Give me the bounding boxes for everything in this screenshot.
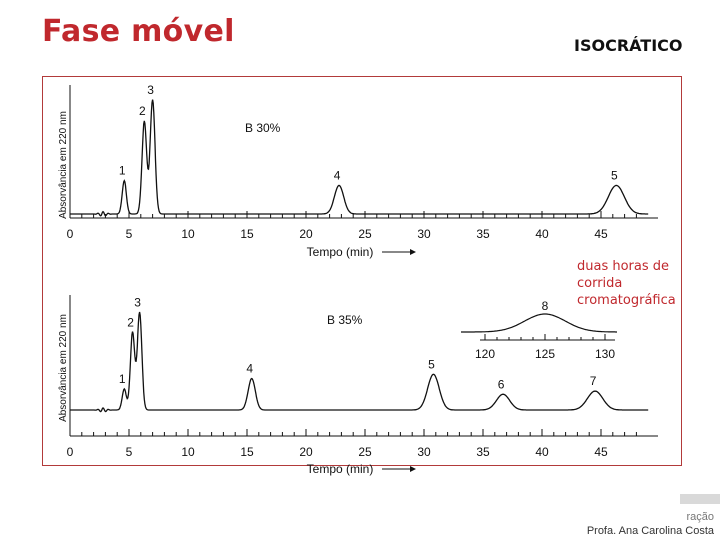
x-tick-label: 25 xyxy=(358,227,372,241)
inset-tick-label: 130 xyxy=(594,347,616,361)
slide-subtitle: ISOCRÁTICO xyxy=(574,36,683,55)
y-axis-label: Absorvância em 220 nm xyxy=(58,314,69,422)
x-tick-label: 10 xyxy=(181,227,195,241)
peak-label-2: 2 xyxy=(127,315,134,330)
peak-label-7: 7 xyxy=(589,374,597,389)
x-tick-label: 10 xyxy=(181,445,195,459)
chromatogram-trace-1 xyxy=(70,100,648,216)
x-axis-arrowhead xyxy=(410,249,416,255)
peak-label-5: 5 xyxy=(428,357,435,372)
mobile-phase-annotation: B 30% xyxy=(245,121,281,135)
peak-label-3: 3 xyxy=(147,82,154,97)
mobile-phase-annotation: B 35% xyxy=(327,313,363,327)
peak-label-5: 5 xyxy=(610,168,618,183)
inset-tick-label: 120 xyxy=(474,347,496,361)
peak-label-1: 1 xyxy=(118,372,126,386)
x-tick-label: 5 xyxy=(125,445,133,459)
footer-decoration xyxy=(680,494,720,504)
footer-course: ração xyxy=(686,511,714,523)
x-tick-label: 35 xyxy=(476,445,490,459)
x-tick-label: 20 xyxy=(299,445,313,459)
x-tick-label: 15 xyxy=(240,445,254,459)
x-axis-label: Tempo (min) xyxy=(306,245,374,259)
slide-title: Fase móvel xyxy=(42,14,235,49)
peak-label-4: 4 xyxy=(246,361,254,376)
x-tick-label: 45 xyxy=(594,227,608,241)
x-axis-arrowhead xyxy=(410,466,416,472)
inset-trace xyxy=(461,314,617,332)
x-tick-label: 0 xyxy=(66,227,74,241)
inset-tick-label: 125 xyxy=(534,347,556,361)
y-axis-label: Absorvância em 220 nm xyxy=(58,111,69,219)
peak-label-4: 4 xyxy=(333,168,341,183)
x-tick-label: 15 xyxy=(240,227,254,241)
peak-label-1: 1 xyxy=(118,163,126,178)
x-tick-label: 30 xyxy=(417,227,431,241)
x-tick-label: 40 xyxy=(535,445,549,459)
x-axis-label: Tempo (min) xyxy=(306,462,374,476)
x-tick-label: 0 xyxy=(66,445,74,459)
peak-label-3: 3 xyxy=(134,295,141,310)
x-tick-label: 5 xyxy=(125,227,133,241)
peak-label-8: 8 xyxy=(541,299,549,313)
footer-author: Profa. Ana Carolina Costa xyxy=(586,525,714,537)
peak-label-2: 2 xyxy=(138,104,146,119)
x-tick-label: 30 xyxy=(417,445,431,459)
annotation-note: duas horas de corrida cromatográfica xyxy=(577,259,676,308)
x-tick-label: 35 xyxy=(476,227,490,241)
x-tick-label: 25 xyxy=(358,445,372,459)
x-tick-label: 20 xyxy=(299,227,313,241)
x-tick-label: 45 xyxy=(594,445,608,459)
footer xyxy=(587,510,714,538)
x-tick-label: 40 xyxy=(535,227,549,241)
peak-label-6: 6 xyxy=(497,377,505,392)
